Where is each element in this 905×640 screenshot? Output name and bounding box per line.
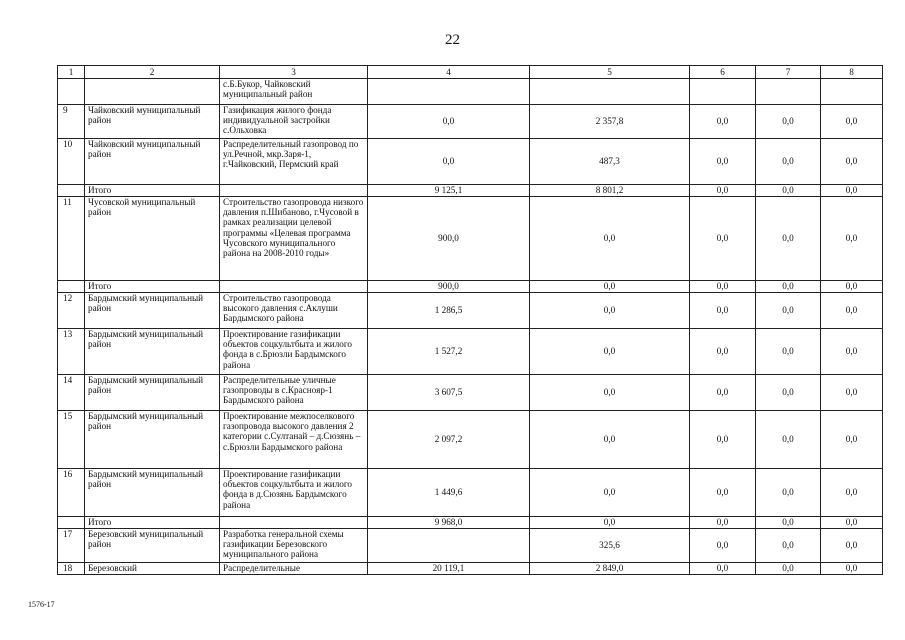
cell-col-5: 2 357,8 bbox=[530, 105, 690, 139]
page-number: 22 bbox=[445, 32, 460, 48]
cell-col-4: 1 449,6 bbox=[368, 469, 530, 517]
table-row bbox=[58, 105, 883, 139]
cell-col-8: 0,0 bbox=[821, 105, 883, 139]
cell-col-3: Распределительный газопровод по ул.Речной, мкр.Заря-1, г.Чайковский, Пермский край bbox=[220, 139, 368, 185]
table-row bbox=[58, 293, 883, 329]
cell-col-7: 0,0 bbox=[756, 185, 821, 197]
cell-col-1: 13 bbox=[58, 329, 85, 375]
cell-col-6: 0,0 bbox=[690, 293, 756, 329]
cell-col-2: Бардымский муниципальный район bbox=[85, 469, 220, 517]
cell-col-3: Строительство газопровода низкого давления п.Шибаново, г.Чусовой в рамках реализации целевой программы «Целевая программа Чусовского муниципального района на 2008-2010 годы» bbox=[220, 197, 368, 281]
cell-col-4: 900,0 bbox=[368, 281, 530, 293]
cell-col-3 bbox=[220, 517, 368, 529]
cell-col-1 bbox=[58, 281, 85, 293]
cell-col-8: 0,0 bbox=[821, 517, 883, 529]
cell-col-2: Березовский bbox=[85, 563, 220, 575]
cell-col-6 bbox=[690, 79, 756, 105]
cell-col-1 bbox=[58, 79, 85, 105]
cell-col-8: 0,0 bbox=[821, 411, 883, 469]
cell-col-7: 0,0 bbox=[756, 517, 821, 529]
cell-col-7: 0,0 bbox=[756, 375, 821, 411]
cell-col-2: Чусовской муниципальный район bbox=[85, 197, 220, 281]
cell-col-1: 17 bbox=[58, 529, 85, 563]
cell-col-6: 0,0 bbox=[690, 375, 756, 411]
header-cell: 6 bbox=[690, 66, 756, 79]
cell-col-4: 2 097,2 bbox=[368, 411, 530, 469]
footer-code: 1576-17 bbox=[28, 600, 55, 609]
cell-col-3 bbox=[220, 185, 368, 197]
cell-col-8: 0,0 bbox=[821, 139, 883, 185]
cell-col-5: 0,0 bbox=[530, 517, 690, 529]
cell-col-8: 0,0 bbox=[821, 375, 883, 411]
table-row bbox=[58, 197, 883, 281]
header-cell: 3 bbox=[220, 66, 368, 79]
cell-col-8: 0,0 bbox=[821, 529, 883, 563]
cell-col-2: Итого bbox=[85, 185, 220, 197]
cell-col-7: 0,0 bbox=[756, 105, 821, 139]
total-row bbox=[58, 281, 883, 293]
header-cell: 8 bbox=[821, 66, 883, 79]
cell-col-7: 0,0 bbox=[756, 469, 821, 517]
cell-col-7: 0,0 bbox=[756, 139, 821, 185]
cell-col-2: Чайковский муниципальный район bbox=[85, 105, 220, 139]
cell-col-4: 1 286,5 bbox=[368, 293, 530, 329]
cell-col-4: 900,0 bbox=[368, 197, 530, 281]
total-row bbox=[58, 185, 883, 197]
cell-col-3: Проектирование газификации объектов соцкультбыта и жилого фонда в с.Брюзли Бардымского района bbox=[220, 329, 368, 375]
cell-col-5: 8 801,2 bbox=[530, 185, 690, 197]
cell-col-1: 15 bbox=[58, 411, 85, 469]
cell-col-6: 0,0 bbox=[690, 469, 756, 517]
cell-col-4: 20 119,1 bbox=[368, 563, 530, 575]
cell-col-1: 10 bbox=[58, 139, 85, 185]
cell-col-2: Итого bbox=[85, 281, 220, 293]
cell-col-3: Распределительные уличные газопроводы в с.Краснояр-1 Бардымского района bbox=[220, 375, 368, 411]
cell-col-2: Итого bbox=[85, 517, 220, 529]
header-cell: 4 bbox=[368, 66, 530, 79]
cell-col-6: 0,0 bbox=[690, 281, 756, 293]
cell-col-6: 0,0 bbox=[690, 517, 756, 529]
cell-col-1: 9 bbox=[58, 105, 85, 139]
cell-col-5: 2 849,0 bbox=[530, 563, 690, 575]
header-cell: 5 bbox=[530, 66, 690, 79]
cell-col-6: 0,0 bbox=[690, 197, 756, 281]
cell-col-6: 0,0 bbox=[690, 105, 756, 139]
cell-col-8: 0,0 bbox=[821, 281, 883, 293]
cell-col-2: Бардымский муниципальный район bbox=[85, 329, 220, 375]
cell-col-3: Проектирование газификации объектов соцкультбыта и жилого фонда в д.Сюзянь Бардымского района bbox=[220, 469, 368, 517]
cell-col-8: 0,0 bbox=[821, 197, 883, 281]
cell-col-4: 3 607,5 bbox=[368, 375, 530, 411]
header-cell: 1 bbox=[58, 66, 85, 79]
cell-col-1: 18 bbox=[58, 563, 85, 575]
cell-col-1: 14 bbox=[58, 375, 85, 411]
cell-col-7: 0,0 bbox=[756, 411, 821, 469]
cell-col-2: Чайковский муниципальный район bbox=[85, 139, 220, 185]
cell-col-4: 9 125,1 bbox=[368, 185, 530, 197]
cell-col-6: 0,0 bbox=[690, 563, 756, 575]
table-row bbox=[58, 469, 883, 517]
cell-col-3: Газификация жилого фонда индивидуальной застройки с.Ольховка bbox=[220, 105, 368, 139]
cell-col-7 bbox=[756, 79, 821, 105]
cell-col-4: 1 527,2 bbox=[368, 329, 530, 375]
cell-col-7: 0,0 bbox=[756, 281, 821, 293]
cell-col-8 bbox=[821, 79, 883, 105]
header-cell: 2 bbox=[85, 66, 220, 79]
cell-col-2 bbox=[85, 79, 220, 105]
cell-col-6: 0,0 bbox=[690, 185, 756, 197]
cell-col-6: 0,0 bbox=[690, 329, 756, 375]
cell-col-3: Распределительные bbox=[220, 563, 368, 575]
table-body bbox=[58, 66, 883, 575]
table-row bbox=[58, 529, 883, 563]
table-header-row bbox=[58, 66, 883, 79]
cell-col-8: 0,0 bbox=[821, 293, 883, 329]
cell-col-4: 0,0 bbox=[368, 139, 530, 185]
cell-col-5: 0,0 bbox=[530, 293, 690, 329]
table-row bbox=[58, 375, 883, 411]
cell-col-1: 12 bbox=[58, 293, 85, 329]
cell-col-1: 16 bbox=[58, 469, 85, 517]
header-cell: 7 bbox=[756, 66, 821, 79]
cell-col-2: Бардымский муниципальный район bbox=[85, 293, 220, 329]
cell-col-2: Бардымский муниципальный район bbox=[85, 411, 220, 469]
cell-col-8: 0,0 bbox=[821, 563, 883, 575]
cell-col-1: 11 bbox=[58, 197, 85, 281]
cell-col-7: 0,0 bbox=[756, 197, 821, 281]
table-row bbox=[58, 139, 883, 185]
total-row bbox=[58, 563, 883, 575]
cell-col-2: Бардымский муниципальный район bbox=[85, 375, 220, 411]
budget-table bbox=[57, 65, 883, 575]
cell-col-1 bbox=[58, 185, 85, 197]
table-row bbox=[58, 329, 883, 375]
cell-col-3: с.Б.Букор, Чайковский муниципальный район bbox=[220, 79, 368, 105]
total-row bbox=[58, 517, 883, 529]
cell-col-5 bbox=[530, 79, 690, 105]
cell-col-8: 0,0 bbox=[821, 329, 883, 375]
cell-col-5: 0,0 bbox=[530, 197, 690, 281]
cell-col-5: 325,6 bbox=[530, 529, 690, 563]
cell-col-6: 0,0 bbox=[690, 411, 756, 469]
cell-col-5: 0,0 bbox=[530, 469, 690, 517]
cell-col-3: Строительство газопровода высокого давления с.Аклуши Бардымского района bbox=[220, 293, 368, 329]
cell-col-4 bbox=[368, 529, 530, 563]
table-row bbox=[58, 79, 883, 105]
cell-col-3 bbox=[220, 281, 368, 293]
cell-col-5: 0,0 bbox=[530, 281, 690, 293]
cell-col-7: 0,0 bbox=[756, 563, 821, 575]
table-row bbox=[58, 411, 883, 469]
cell-col-8: 0,0 bbox=[821, 469, 883, 517]
cell-col-3: Проектирование межпоселкового газопровода высокого давления 2 категории с.Султанай – д.Сюзянь – с.Брюзли Бардымского района bbox=[220, 411, 368, 469]
cell-col-2: Березовский муниципальный район bbox=[85, 529, 220, 563]
cell-col-6: 0,0 bbox=[690, 139, 756, 185]
cell-col-7: 0,0 bbox=[756, 293, 821, 329]
cell-col-5: 0,0 bbox=[530, 375, 690, 411]
cell-col-5: 487,3 bbox=[530, 139, 690, 185]
cell-col-4 bbox=[368, 79, 530, 105]
cell-col-4: 0,0 bbox=[368, 105, 530, 139]
cell-col-1 bbox=[58, 517, 85, 529]
cell-col-4: 9 968,0 bbox=[368, 517, 530, 529]
cell-col-6: 0,0 bbox=[690, 529, 756, 563]
cell-col-7: 0,0 bbox=[756, 329, 821, 375]
cell-col-5: 0,0 bbox=[530, 329, 690, 375]
cell-col-8: 0,0 bbox=[821, 185, 883, 197]
cell-col-3: Разработка генеральной схемы газификации Березовского муниципального района bbox=[220, 529, 368, 563]
cell-col-7: 0,0 bbox=[756, 529, 821, 563]
cell-col-5: 0,0 bbox=[530, 411, 690, 469]
